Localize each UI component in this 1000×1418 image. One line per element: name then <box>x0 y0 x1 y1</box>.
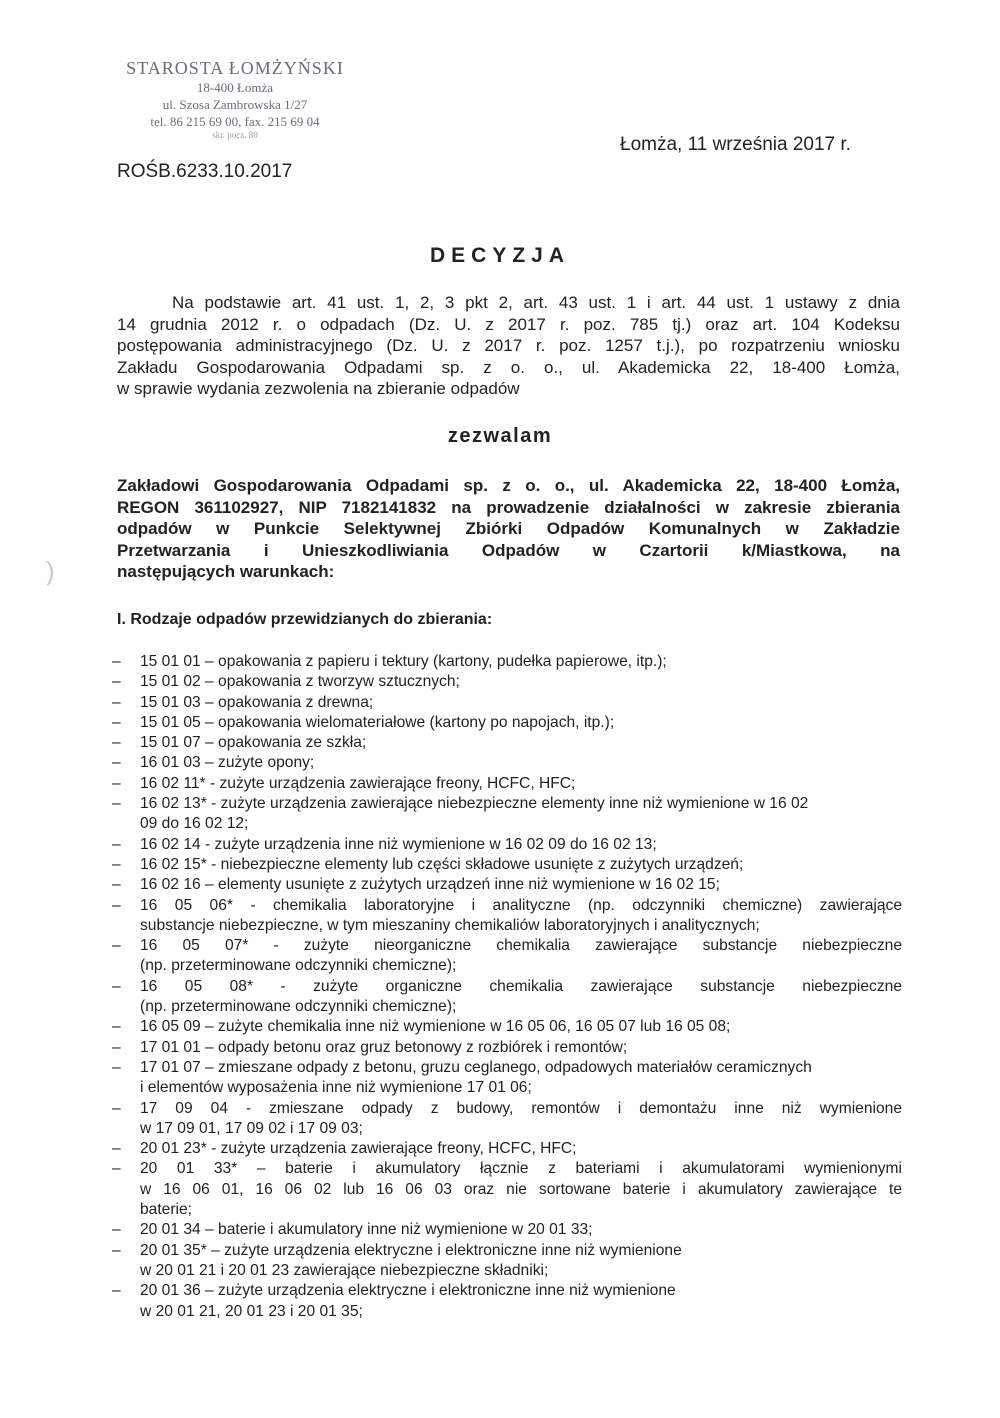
list-dash: – <box>112 653 121 670</box>
list-dash: – <box>112 754 121 772</box>
list-dash: – <box>112 937 121 955</box>
document-date: Łomża, 11 września 2017 r. <box>620 134 851 155</box>
stamp-street: ul. Szosa Zambrowska 1/27 <box>162 97 308 112</box>
waste-item-line: 20 01 35* – zużyte urządzenia elektryczne i elektroniczne inne niż wymienione <box>140 1241 682 1259</box>
waste-item-line: 09 do 16 02 12; <box>140 815 249 833</box>
grant-line: Przetwarzania i Unieszkodliwiania Odpadów w Czartorii k/Miastkowa, na <box>117 540 900 560</box>
office-stamp <box>115 58 355 140</box>
waste-item-line: 17 09 04 - zmieszane odpady z budowy, remontów i demontażu inne niż wymienione <box>140 1099 902 1117</box>
waste-item <box>112 1281 902 1322</box>
waste-item <box>112 753 902 773</box>
waste-item-line: 17 01 01 – odpady betonu oraz gruz betonowy z rozbiórek i remontów; <box>140 1038 628 1056</box>
intro-line: 14 grudnia 2012 r. o odpadach (Dz. U. z 2017 r. poz. 785 tj.) oraz art. 104 Kodeksu <box>117 314 900 334</box>
waste-item-text <box>140 693 902 713</box>
waste-item-line: 15 01 07 – opakowania ze szkła; <box>140 734 367 752</box>
waste-item-text <box>140 733 902 753</box>
waste-item-line: 16 05 07* - zużyte nieorganiczne chemikalia zawierające substancje niebezpieczne <box>140 937 902 955</box>
waste-item-line: substancje niebezpieczne, w tym mieszaniny chemikaliów laboratoryjnych i analitycznych; <box>140 916 760 934</box>
list-dash: – <box>112 1038 121 1056</box>
waste-item-text <box>140 875 902 895</box>
grant-line: Zakładowi Gospodarowania Odpadami sp. z o. o., ul. Akademicka 22, 18-400 Łomża, <box>117 476 900 495</box>
waste-item <box>112 1038 902 1058</box>
grant-line: następujących warunkach: <box>117 562 335 582</box>
list-dash: – <box>112 896 121 914</box>
list-dash: – <box>112 1282 121 1300</box>
waste-item-text <box>140 835 902 855</box>
waste-item-line: 15 01 05 – opakowania wielomateriałowe (kartony po napojach, itp.); <box>140 713 615 731</box>
list-dash: – <box>112 774 121 792</box>
list-dash: – <box>112 1221 121 1239</box>
waste-item-text <box>140 1099 902 1140</box>
list-dash: – <box>112 1099 121 1117</box>
waste-item-text <box>140 652 902 672</box>
waste-item-line: 16 02 15* - niebezpieczne elementy lub części składowe usunięte z zużytych urządzeń; <box>140 855 744 873</box>
waste-item-line: 20 01 34 – baterie i akumulatory inne niż wymienione w 20 01 33; <box>140 1221 593 1239</box>
waste-item <box>112 977 902 1018</box>
waste-item-line: 16 05 09 – zużyte chemikalia inne niż wymienione w 16 05 06, 16 05 07 lub 16 05 08; <box>140 1018 731 1036</box>
waste-item-text <box>140 774 902 794</box>
waste-item-line: w 20 01 21, 20 01 23 i 20 01 35; <box>140 1302 363 1320</box>
scan-mark: ) <box>46 556 55 586</box>
waste-item <box>112 652 902 672</box>
waste-item <box>112 693 902 713</box>
waste-item-text <box>140 936 902 977</box>
waste-item <box>112 774 902 794</box>
waste-item-text <box>140 896 902 937</box>
intro-line: Na podstawie art. 41 ust. 1, 2, 3 pkt 2, art. 43 ust. 1 i art. 44 ust. 1 ustawy z dnia <box>172 293 900 312</box>
waste-list <box>112 652 902 1322</box>
list-dash: – <box>112 1058 121 1076</box>
stamp-postal: 18-400 Łomża <box>196 80 274 95</box>
waste-item-line: 16 05 06* - chemikalia laboratoryjne i analityczne (np. odczynniki chemiczne) zawierające <box>140 896 902 914</box>
intro-line: w sprawie wydania zezwolenia na zbieranie odpadów <box>117 379 520 399</box>
waste-item <box>112 1058 902 1099</box>
waste-item-line: w 17 09 01, 17 09 02 i 17 09 03; <box>140 1119 363 1137</box>
waste-item <box>112 1159 902 1220</box>
grant-paragraph <box>117 475 900 583</box>
waste-item <box>112 672 902 692</box>
waste-item-text <box>140 1058 902 1099</box>
list-dash: – <box>112 673 121 691</box>
intro-line: Zakładu Gospodarowania Odpadami sp. z o. o., ul. Akademicka 22, 18-400 Łomża, <box>117 357 900 377</box>
waste-item-line: 16 05 08* - zużyte organiczne chemikalia zawierające substancje niebezpieczne <box>140 977 902 995</box>
list-dash: – <box>112 713 121 731</box>
waste-item-text <box>140 1017 902 1037</box>
waste-item <box>112 733 902 753</box>
waste-item-line: 16 02 11* - zużyte urządzenia zawierające freony, HCFC, HFC; <box>140 774 576 792</box>
list-dash: – <box>112 1018 121 1036</box>
waste-item-text <box>140 1139 902 1159</box>
waste-item-line: 20 01 36 – zużyte urządzenia elektryczne i elektroniczne inne niż wymienione <box>140 1282 676 1300</box>
waste-item-text <box>140 672 902 692</box>
waste-item-text <box>140 794 902 835</box>
waste-item-line: 20 01 23* - zużyte urządzenia zawierające freony, HCFC, HFC; <box>140 1140 577 1158</box>
grant-line: odpadów w Punkcie Selektywnej Zbiórki Odpadów Komunalnych w Zakładzie <box>117 519 900 539</box>
list-dash: – <box>112 977 121 995</box>
waste-item <box>112 875 902 895</box>
waste-item <box>112 713 902 733</box>
waste-item-text <box>140 1241 902 1282</box>
waste-item <box>112 1220 902 1240</box>
waste-item-text <box>140 855 902 875</box>
waste-item-line: 16 02 16 – elementy usunięte z zużytych urządzeń inne niż wymienione w 16 02 15; <box>140 876 720 894</box>
waste-item-line: 15 01 01 – opakowania z papieru i tektury (kartony, pudełka papierowe, itp.); <box>140 653 667 670</box>
waste-item <box>112 1241 902 1282</box>
waste-item-line: baterie; <box>140 1201 193 1219</box>
grant-line: REGON 361102927, NIP 7182141832 na prowadzenie działalności w zakresie zbierania <box>117 497 900 517</box>
stamp-small: skr. pocz. 80 <box>212 130 258 140</box>
waste-item-text <box>140 1220 902 1240</box>
waste-item-line: w 16 06 01, 16 06 02 lub 16 06 03 oraz nie sortowane baterie i akumulatory zawierające te <box>140 1180 902 1198</box>
waste-item <box>112 1017 902 1037</box>
waste-item-text <box>140 977 902 1018</box>
decision-verb: zezwalam <box>447 425 553 447</box>
list-dash: – <box>112 876 121 894</box>
waste-item <box>112 794 902 835</box>
list-dash: – <box>112 1140 121 1158</box>
list-dash: – <box>112 1160 121 1178</box>
list-dash: – <box>112 795 121 813</box>
waste-item-text <box>140 713 902 733</box>
waste-item-text <box>140 753 902 773</box>
waste-item-line: 16 01 03 – zużyte opony; <box>140 754 315 772</box>
document-title: DECYZJA <box>429 244 571 267</box>
waste-item-line: w 20 01 21 i 20 01 23 zawierające niebezpieczne składniki; <box>140 1261 549 1279</box>
waste-item-line: 16 02 14 - zużyte urządzenia inne niż wymienione w 16 02 09 do 16 02 13; <box>140 835 657 853</box>
waste-item <box>112 1139 902 1159</box>
waste-item <box>112 835 902 855</box>
waste-item <box>112 936 902 977</box>
waste-item <box>112 1099 902 1140</box>
reference-number: ROŚB.6233.10.2017 <box>117 161 293 182</box>
list-dash: – <box>112 734 121 752</box>
intro-paragraph <box>117 292 900 400</box>
waste-item-line: (np. przeterminowane odczynniki chemiczne); <box>140 957 457 975</box>
waste-item-line: (np. przeterminowane odczynniki chemiczne); <box>140 998 457 1016</box>
waste-item-line: 15 01 02 – opakowania z tworzyw sztucznych; <box>140 673 460 691</box>
waste-item <box>112 855 902 875</box>
waste-item-text <box>140 1159 902 1220</box>
list-dash: – <box>112 835 121 853</box>
waste-item-line: 16 02 13* - zużyte urządzenia zawierające niebezpieczne elementy inne niż wymienione w 16 02 <box>140 795 809 813</box>
waste-item-line: i elementów wyposażenia inne niż wymienione 17 01 06; <box>140 1079 532 1097</box>
section-heading: I. Rodzaje odpadów przewidzianych do zbierania: <box>117 611 493 628</box>
intro-line: postępowania administracyjnego (Dz. U. z 2017 r. poz. 1257 t.j.), po rozpatrzeniu wniosku <box>117 336 900 356</box>
list-dash: – <box>112 1241 121 1259</box>
stamp-phone: tel. 86 215 69 00, fax. 215 69 04 <box>150 114 320 129</box>
waste-item-text <box>140 1038 902 1058</box>
waste-item-text <box>140 1281 902 1322</box>
list-dash: – <box>112 855 121 873</box>
list-dash: – <box>112 693 121 711</box>
stamp-title: STAROSTA ŁOMŻYŃSKI <box>126 58 344 78</box>
waste-item-line: 20 01 33* – baterie i akumulatory łącznie z bateriami i akumulatorami wymienionymi <box>140 1160 902 1178</box>
waste-item-line: 17 01 07 – zmieszane odpady z betonu, gruzu ceglanego, odpadowych materiałów ceramicznych <box>140 1058 812 1076</box>
waste-item-line: 15 01 03 – opakowania z drewna; <box>140 693 374 711</box>
waste-item <box>112 896 902 937</box>
